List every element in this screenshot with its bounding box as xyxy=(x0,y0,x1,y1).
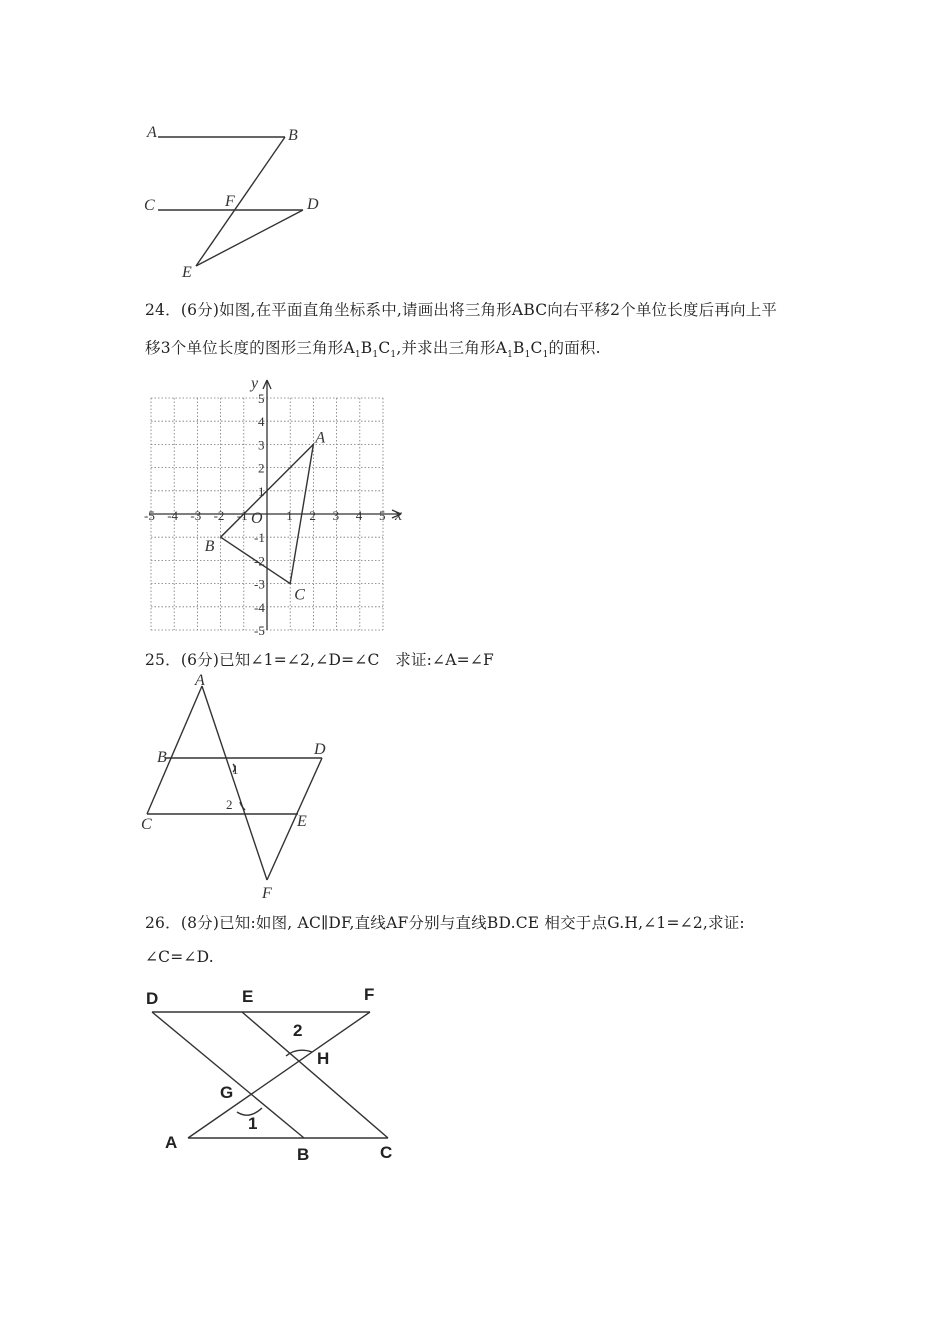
point-label-A: A xyxy=(315,429,326,447)
point-label-B: B xyxy=(297,1145,310,1164)
question-26-line1: 26．(8分)已知:如图, AC∥DF,直线AF分别与直线BD.CE 相交于点G.H,∠1=∠2,求证: xyxy=(145,914,745,932)
figure-23 xyxy=(130,115,340,285)
angle-label-2: 2 xyxy=(226,797,233,812)
angle-label-1: 1 xyxy=(232,762,239,777)
y-tick-label: 1 xyxy=(258,483,265,499)
point-label-C: C xyxy=(144,197,155,214)
angle-label-1: 1 xyxy=(248,1114,258,1133)
point-label-D: D xyxy=(307,196,319,213)
point-label-B: B xyxy=(157,749,167,766)
x-tick-label: 5 xyxy=(379,508,386,523)
y-tick-label: 4 xyxy=(258,414,265,430)
point-label-A: A xyxy=(147,124,157,141)
y-tick-label: 2 xyxy=(258,460,265,476)
angle-label-2: 2 xyxy=(293,1021,303,1040)
point-label-G: G xyxy=(220,1083,234,1102)
figure-25 xyxy=(135,672,345,902)
x-tick-label: 1 xyxy=(286,508,293,523)
x-tick-label: -4 xyxy=(167,508,179,523)
question-24-line2: 移3个单位长度的图形三角形$A_1B_1C_1$,并求出三角形$A_1B_1C_1$的面积. xyxy=(145,339,601,361)
point-label-C: C xyxy=(380,1143,393,1162)
point-label-A: A xyxy=(165,1133,178,1152)
point-label-D: D xyxy=(314,741,326,758)
point-label-A: A xyxy=(195,672,205,689)
x-tick-label: 3 xyxy=(332,508,340,523)
x-tick-label: -5 xyxy=(144,508,155,523)
x-tick-label: 2 xyxy=(309,508,316,523)
coordinate-grid-figure xyxy=(135,365,415,638)
y-tick-label: -3 xyxy=(254,576,265,592)
x-tick-label: -3 xyxy=(190,508,202,523)
point-label-F: F xyxy=(262,885,272,902)
point-label-H: H xyxy=(317,1049,330,1068)
origin-label: O xyxy=(251,510,263,527)
y-tick-label: -4 xyxy=(254,599,265,615)
figure-26 xyxy=(140,980,410,1170)
question-26-line2: ∠C=∠D. xyxy=(145,948,214,966)
point-label-E: E xyxy=(242,987,254,1006)
x-tick-label: 4 xyxy=(355,508,363,523)
y-axis-label: y xyxy=(251,375,259,392)
y-tick-label: -5 xyxy=(254,623,265,638)
point-label-B: B xyxy=(204,538,215,556)
x-tick-label: -1 xyxy=(236,508,248,523)
point-label-F: F xyxy=(225,193,235,210)
point-label-E: E xyxy=(297,813,307,830)
point-label-E: E xyxy=(182,264,192,281)
y-tick-label: 5 xyxy=(258,391,265,406)
question-25-text: 25．(6分)已知∠1=∠2,∠D=∠C 求证:∠A=∠F xyxy=(145,651,494,669)
y-tick-label: 3 xyxy=(258,437,265,453)
point-label-B: B xyxy=(288,127,298,144)
question-24-line1: 24．(6分)如图,在平面直角坐标系中,请画出将三角形ABC向右平移2个单位长度后再向上平 xyxy=(145,301,778,319)
point-label-C: C xyxy=(141,816,152,833)
y-tick-label: -1 xyxy=(254,530,265,546)
point-label-C: C xyxy=(294,586,305,604)
point-label-D: D xyxy=(146,989,159,1008)
x-axis-label: x xyxy=(395,507,403,524)
y-tick-label: -2 xyxy=(254,553,265,569)
x-tick-label: -2 xyxy=(213,508,225,523)
point-label-F: F xyxy=(364,985,375,1004)
